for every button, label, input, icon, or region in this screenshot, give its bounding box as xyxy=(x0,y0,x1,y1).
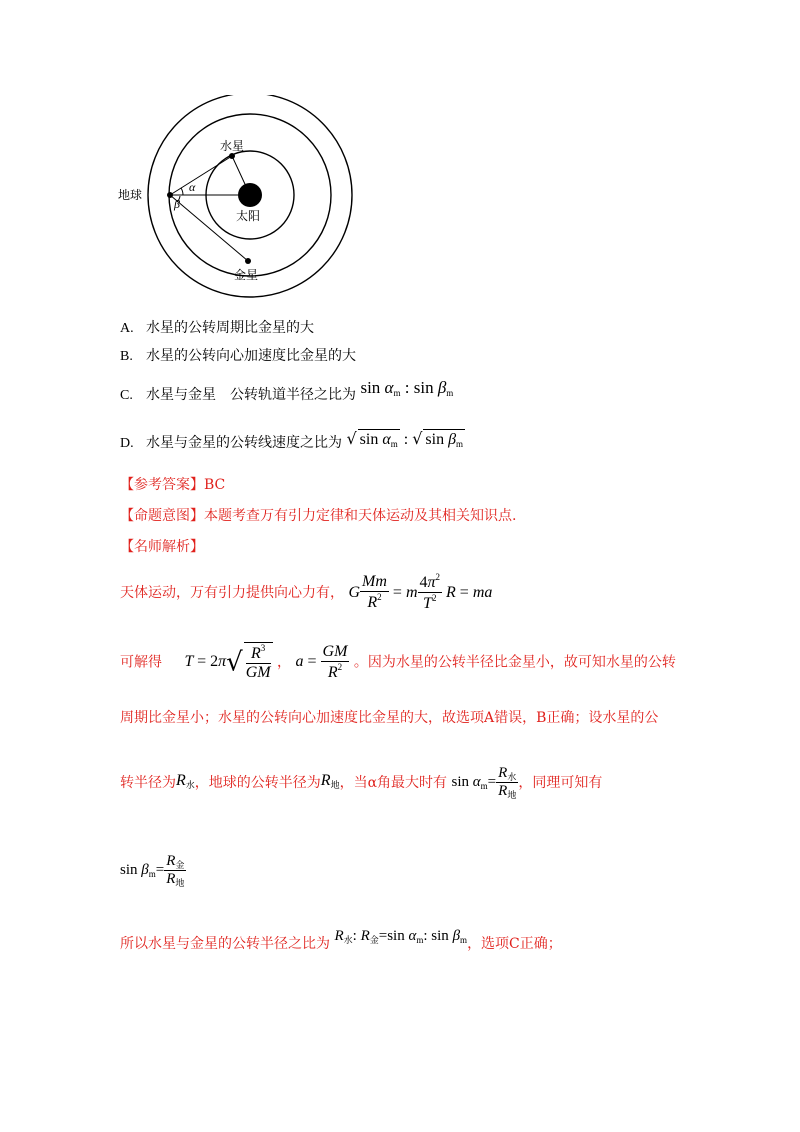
line2-pre: 可解得 xyxy=(120,654,162,671)
analysis-line-4 xyxy=(120,765,602,801)
line4-b: ，地球的公转半径为 xyxy=(194,774,321,791)
alpha-label: α xyxy=(189,180,196,194)
line6-post: ，选项C正确； xyxy=(467,936,562,952)
gravitation-equation: G $\frac{Mm}{R^2}$ = m $\frac{4\pi^2}{T^2}$ R = ma xyxy=(348,572,493,613)
option-c-label: C. xyxy=(120,388,133,403)
orbit-diagram xyxy=(110,95,370,305)
earth-label: 地球 xyxy=(118,188,143,202)
earth-mercury-line xyxy=(170,156,232,195)
earth-dot xyxy=(167,192,173,198)
option-a-label: A. xyxy=(120,321,134,336)
option-b-text: 水星的公转向心加速度比金星的大 xyxy=(146,348,356,364)
analysis-line-3: 周期比金星小；水星的公转向心加速度比金星的大，故选项A错误，B正确；设水星的公 xyxy=(120,710,659,726)
analysis-title: 【名师解析】 xyxy=(120,539,204,555)
radius-ratio: $R_水$: $R_金=\sin$ $\alpha_m$: $\sin \beta_m$ xyxy=(334,928,468,945)
sin-alpha-equation: $\sin \alpha_m=$ $\frac{R_水}{R_地}$ xyxy=(451,765,517,801)
option-a-text: 水星的公转周期比金星的大 xyxy=(146,320,314,336)
period-formula: T = 2π√ $\frac{R^3}{GM}$ xyxy=(184,643,271,682)
option-d xyxy=(120,429,465,457)
intent-line: 【命题意图】本题考查万有引力定律和天体运动及其相关知识点. xyxy=(120,508,517,524)
alpha-arc xyxy=(181,188,183,195)
r-earth: $R_地$ xyxy=(320,771,340,790)
mercury-dot xyxy=(229,153,235,159)
line2-comma: ， xyxy=(277,654,292,671)
option-b xyxy=(120,346,356,367)
line1-text: 天体运动，万有引力提供向心力有， xyxy=(120,584,344,601)
option-c-formula: $\sin \alpha_m$ : $\sin \beta_m$ xyxy=(360,378,454,398)
beta-label: β xyxy=(174,197,180,211)
answer-line: 【参考答案】BC xyxy=(120,477,226,493)
analysis-line-5 xyxy=(120,853,186,889)
line4-c: ，当α角最大时有 xyxy=(339,774,448,791)
acceleration-formula: a = $\frac{GM}{R^2}$ xyxy=(295,642,348,681)
option-c-text: 水星与金星 公转轨道半径之比为 xyxy=(146,387,356,403)
sun-label: 太阳 xyxy=(236,209,261,223)
line4-d: ，同理可知有 xyxy=(518,774,603,791)
venus-label: 金星 xyxy=(234,268,259,282)
option-c xyxy=(120,378,454,409)
option-d-formula: √ $\sin \alpha_m$ : √ $\sin \beta_m$ xyxy=(346,431,465,448)
option-b-label: B. xyxy=(120,349,133,364)
analysis-line-1 xyxy=(120,572,492,614)
line6-pre: 所以水星与金星的公转半径之比为 xyxy=(120,936,330,952)
sin-beta-equation: $\sin \beta_m=$ $\frac{R_金}{R_地}$ xyxy=(120,853,185,889)
mercury-label: 水星 xyxy=(220,139,245,153)
analysis-line-2 xyxy=(120,642,676,683)
option-d-text: 水星与金星的公转线速度之比为 xyxy=(146,435,342,451)
option-a xyxy=(120,318,314,339)
option-d-label: D. xyxy=(120,436,134,451)
venus-dot xyxy=(245,258,251,264)
r-mercury: $R_水$ xyxy=(176,771,195,790)
line2-post: 。因为水星的公转半径比金星小，故可知水星的公转 xyxy=(353,654,676,671)
line4-a: 转半径为 xyxy=(120,774,176,791)
earth-venus-line xyxy=(170,195,248,261)
analysis-line-6 xyxy=(120,928,562,956)
